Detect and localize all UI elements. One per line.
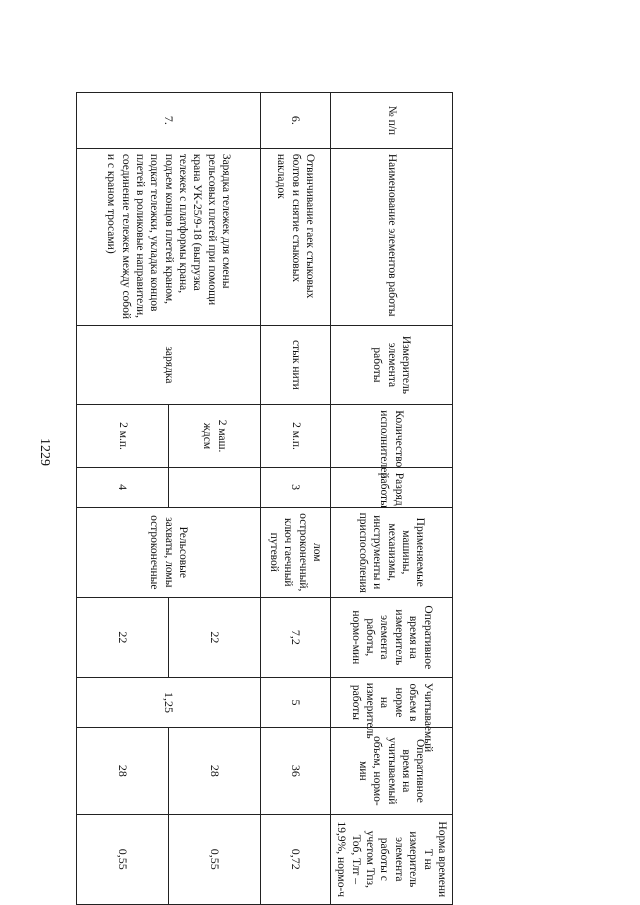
work-grade: 4 — [77, 467, 169, 507]
workers-count: 2 м.п. — [261, 405, 331, 467]
header-row — [331, 93, 453, 905]
work-grade — [169, 467, 261, 507]
col-header-norm: Норма времени Т на измеритель элемента работы с учетом Тпз, Тоб, Тлт – 19,9%, нормо-ч — [331, 814, 453, 904]
workers-count: 2 м.п. — [77, 405, 169, 467]
norm-value: 0,55 — [169, 814, 261, 904]
op-time-volume: 28 — [169, 728, 261, 814]
tools-list: Рельсовые захваты, ломы остроконечные — [77, 507, 261, 597]
col-header-workers: Количество исполнителей — [331, 405, 453, 467]
op-time: 7,2 — [261, 597, 331, 677]
op-time: 22 — [77, 597, 169, 677]
volume: 5 — [261, 677, 331, 728]
volume: 1,25 — [77, 677, 261, 728]
work-element-name: Зарядка тележек для смены рельсовых плетей при помощи крана УК-25/9-18 (выгрузка тележек с платформы крана, подъем концов плетей краном, подкат тележки, укладка концов плетей в роликовые направители, соединение тележек между собой и с краном тросами) — [77, 148, 261, 325]
work-grade: 3 — [261, 467, 331, 507]
col-header-tools: Применяемые машины, механизмы, инструменты и приспособления — [331, 507, 453, 597]
row-number: 6. — [261, 93, 331, 149]
col-header-grade: Разряд работы — [331, 467, 453, 507]
table-row — [261, 93, 331, 905]
tools-list: лом остроконечный, ключ гаечный путевой — [261, 507, 331, 597]
col-header-name: Наименование элементов работы — [331, 148, 453, 325]
op-time-volume: 36 — [261, 728, 331, 814]
work-meter: стык нити — [261, 325, 331, 405]
op-time-volume: 28 — [77, 728, 169, 814]
norm-value: 0,55 — [77, 814, 169, 904]
row-number: 7. — [77, 93, 261, 149]
op-time: 22 — [169, 597, 261, 677]
col-header-meter: Измеритель элемента работы — [331, 325, 453, 405]
col-header-volume: Учитываемый объем в норме на измеритель работы — [331, 677, 453, 728]
work-meter: зарядка — [77, 325, 261, 405]
col-header-num: № п/п — [331, 93, 453, 149]
page-number: 1229 — [37, 438, 52, 466]
col-header-op-time: Оперативное время на измеритель элемента работы, нормо-мин — [331, 597, 453, 677]
col-header-op-time-volume: Оперативное время на учитываемый объем, нормо-мин — [331, 728, 453, 814]
norms-table — [76, 92, 453, 905]
work-element-name: Отвинчивание гаек стыковых болтов и снятие стыковых накладок — [261, 148, 331, 325]
workers-count: 2 маш. ждсм — [169, 405, 261, 467]
norm-value: 0,72 — [261, 814, 331, 904]
table-row — [169, 93, 261, 905]
rotated-table-wrapper — [90, 92, 453, 905]
